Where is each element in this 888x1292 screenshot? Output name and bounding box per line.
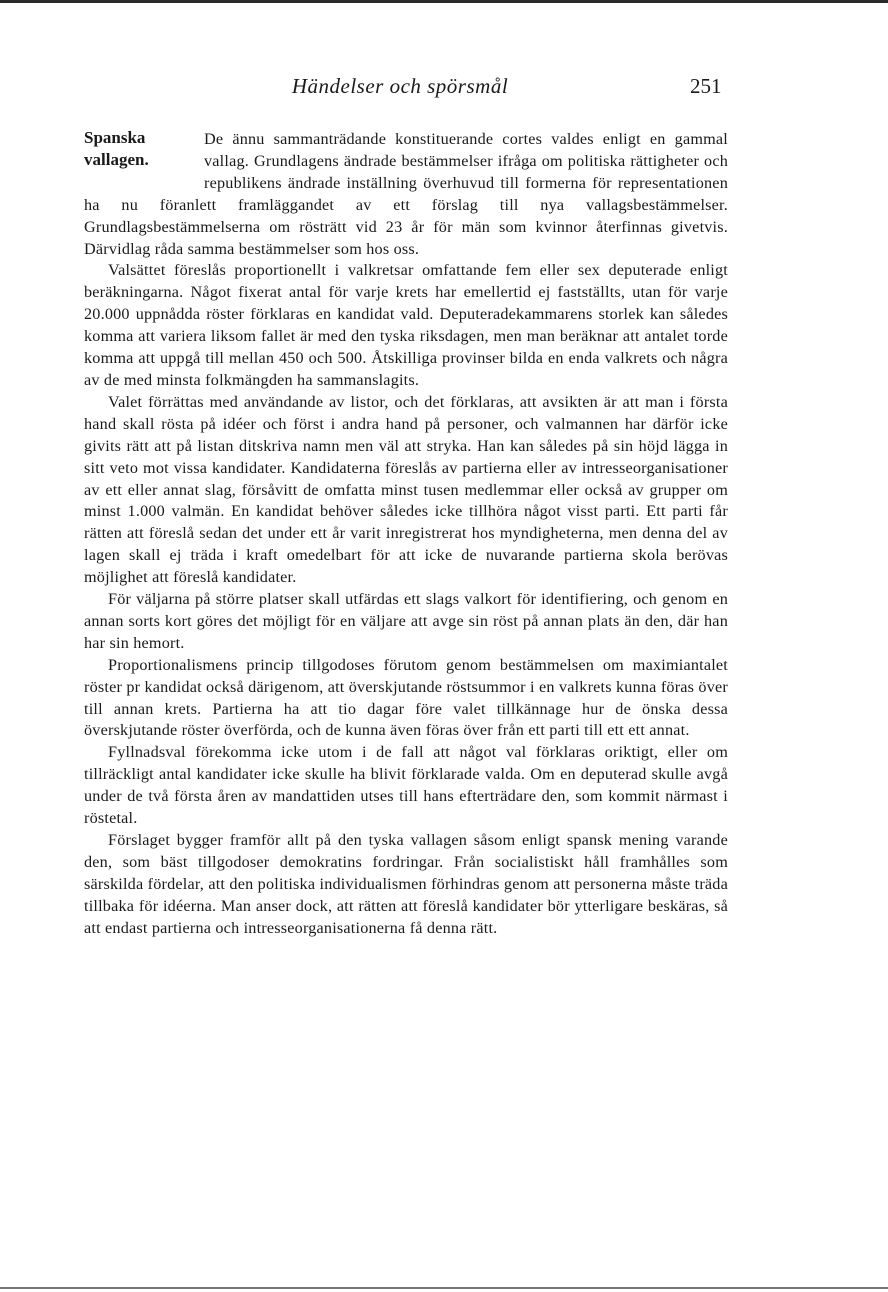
paragraph: Valet förrättas med användande av listor, och det förklaras, att avsikten är att man i första hand skall rösta på idéer och först i andra hand på personer, och valmannen har därför icke givits rätt att på listan ditskriva namn men väl att stryka. Han kan således på sin höjd lägga in sitt veto mot vissa kandidater. Kandidaterna föreslås av partierna eller av intresseorganisationer av ett eller annat slag, försåvitt de omfatta minst tusen medlemmar eller också av grupper om minst 1.000 valmän. En kandidat behöver således icke tillhöra något visst parti. Ett parti får rätten att föreslå sedan det under ett år varit inregistrerat hos myndigheterna, men denna del av lagen skall ej träda i kraft omedelbart för att icke de nuvarande partierna skola berövas möjlighet att föreslå kandidater. xyxy=(84,392,728,587)
bottom-edge-rule xyxy=(0,1287,888,1289)
paragraph: Proportionalismens princip tillgodoses förutom genom bestämmelsen om maximiantalet röster pr kandidat också därigenom, att överskjutande röstsummor i en valkrets kunna föras över till annan krets. Partierna ha att tio dagar före valet tillkännage hur de önska dessa överskjutande röster överförda, och de kunna även föras över från ett parti till ett ett annat. xyxy=(84,655,728,740)
paragraph: Fyllnadsval förekomma icke utom i de fall att något val förklaras oriktigt, eller om tillräckligt antal kandidater icke skulle ha blivit förklarade valda. Om en deputerad skulle avgå under de två första åren av mandattiden utses till hans efterträdare den, som kommit närmast i röstetal. xyxy=(84,743,728,828)
section-heading-line-2: vallagen. xyxy=(84,150,149,169)
running-title: Händelser och spörsmål xyxy=(291,74,509,98)
paragraph: Valsättet föreslås proportionellt i valkretsar omfattande fem eller sex deputerade enligt beräkningarna. Något fixerat antal för varje krets har emellertid ej fastställts, utan för varje 20.000 uppnådda röster förklaras en kandidat vald. Deputeradekammarens storlek kan således komma att variera liksom fallet är med den tyska riksdagen, men man beräknar att antalet torde komma att uppgå till mellan 450 och 500. Åtskilliga provinser bilda en enda valkrets och några av de med minsta folkmängden ha sammanslagits. xyxy=(84,261,728,389)
article-body xyxy=(84,129,728,940)
section-heading-line-1: Spanska xyxy=(84,128,146,147)
paragraph: För väljarna på större platser skall utfärdas ett slags valkort för identifiering, och genom en annan sorts kort göres det möjligt för en väljare att avge sin röst på annan plats än den, där han har sin hemort. xyxy=(84,590,728,652)
paragraph: Förslaget bygger framför allt på den tyska vallagen såsom enligt spansk mening varande den, som bäst tillgodoser demokratins fordringar. Från socialistiskt håll framhålles som särskilda fördelar, att den politiska individualismen förhindras genom att personerna måste träda tillbaka för idéerna. Man anser dock, att rätten att föreslå kandidater bör ytterligare beskäras, så att endast partierna och intresseorganisationerna få denna rätt. xyxy=(84,831,728,937)
top-edge-rule xyxy=(0,0,888,3)
heading-spacer xyxy=(84,129,204,191)
running-header xyxy=(0,74,888,104)
paragraph: De ännu sammanträdande konstituerande cortes valdes enligt en gammal vallag. Grundlagens ändrade bestämmelser ifråga om politiska rättigheter och republikens ändrade inställning överhuvud till formerna för representationen ha nu föranlett framläggandet av ett förslag till nya vallagsbestämmelser. Grundlagsbestämmelserna om rösträtt vid 23 år för män som kvinnor återfinnas givetvis. Därvidlag råda samma bestämmelser som hos oss. xyxy=(84,130,728,258)
page-number: 251 xyxy=(690,74,722,98)
